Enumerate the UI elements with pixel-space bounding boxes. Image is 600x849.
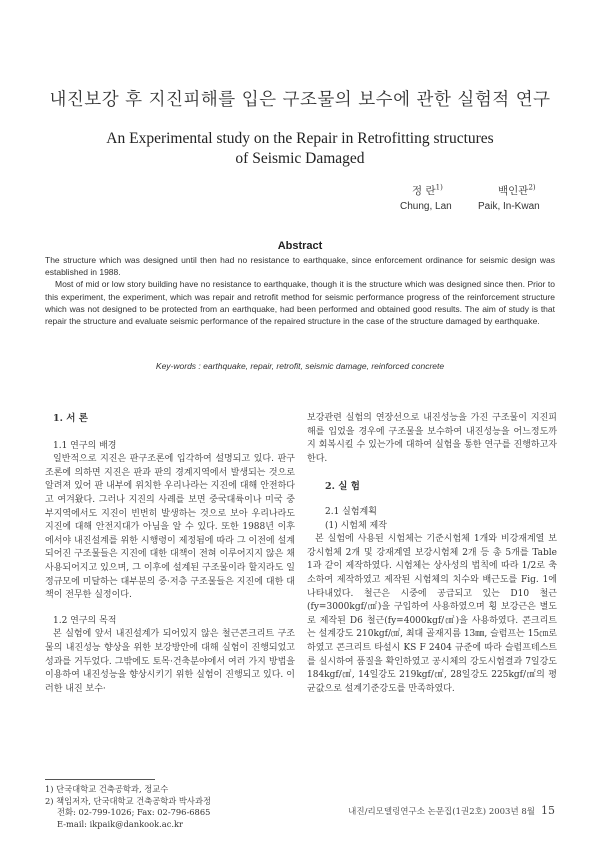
footnote-divider <box>45 779 155 780</box>
journal-name: 내진/리모델링연구소 논문집(1권2호) 2003년 8월 <box>348 807 535 817</box>
title-english-line1: An Experimental study on the Repair in Retrofitting structures <box>106 130 494 147</box>
paragraph-1-2: 본 실험에 앞서 내진설계가 되어있지 않은 철근콘크리트 구조물의 내진성능 향상을 위한 보강방안에 대해 실험이 진행되었고 성과를 거두었다. 그밖에도 토목·건축분야에서 여러 가지 방법을 이용하여 내진성능을 향상시키기 위한 실험이 진행되고 있다. 이러한 내진 보수· <box>45 629 295 694</box>
abstract-paragraph-2: Most of mid or low story building have no resistance to earthquake, though it is the structure which was designed since then. Prior to this experiment, the experiment, which was repair and retrofit method for seismic performance progress of the reinforcement structure which was not designed to be protected from an earthquake, had been performed and obtained good results. The aim of study is that repair the structure and evaluate seismic performance of the repaired structure in the case of the structure damaged by earthquake. <box>45 279 555 327</box>
author-1-korean <box>412 183 443 198</box>
footnote-1: 1) 단국대학교 건축공학과, 정교수 <box>45 784 169 794</box>
subsection-1-2-heading: 1.2 연구의 목적 <box>53 615 117 626</box>
footnote-2: 2) 책임저자, 단국대학교 건축공학과 박사과정 <box>45 795 211 806</box>
title-korean: 내진보강 후 지진피해를 입은 구조물의 보수에 관한 실험적 연구 <box>49 90 551 110</box>
paragraph-1-1: 일반적으로 지진은 판구조론에 입각하여 설명되고 있다. 판구조론에 의하면 지진은 판과 판의 경계지역에서 발생되는 것으로 알려져 있어 판 내부에 위치한 우리나라는 지진에 대해 안전하다고 여겨왔다. 그러나 지진의 사례를 보면 중국대륙이나 미국 중부지역에서도 지진이 빈번히 발생하는 것으로 보아 우리나라도 지진에 대해 안전지대가 아님을 알 수 있다. 또한 1988년 이후에서야 내진설계를 위한 시행령이 제정됨에 따라 그 이전에 설계되어진 구조물들은 지진에 대한 대책이 전혀 이루어지지 않은 채 사용되어지고 있으며, 그 이후에 설계된 구조물이라 할지라도 일정규모에 미달하는 대부분의 중·저층 구조물들은 지진에 대한 대책이 전무한 실정이다. <box>45 454 295 601</box>
section-2-heading: 2. 실 험 <box>325 481 360 493</box>
right-column <box>307 412 557 696</box>
abstract-paragraph-1: The structure which was designed until then had no resistance to earthquake, since enforcement ordinance for seismic design was established in 1988. <box>45 255 555 278</box>
title-english-line2: of Seismic Damaged <box>235 150 365 167</box>
author-2-mark: 2) <box>528 183 536 192</box>
subsection-2-1-1-heading: (1) 시험체 제작 <box>325 520 387 531</box>
footnotes <box>45 784 211 830</box>
page-number: 15 <box>541 804 555 817</box>
author-1-mark: 1) <box>435 183 443 192</box>
page-footer <box>348 804 555 817</box>
section-1-heading: 1. 서 론 <box>53 413 88 424</box>
footnote-email: E-mail: ikpaik@dankook.ac.kr <box>57 818 183 829</box>
footnote-phone: 전화: 02-799-1026; Fax: 02-796-6865 <box>57 807 211 818</box>
keywords: Key-words : earthquake, repair, retrofit, seismic damage, reinforced concrete <box>155 361 445 371</box>
author-2-name: 백인관 <box>498 185 529 197</box>
abstract-heading: Abstract <box>277 240 323 252</box>
author-1-english: Chung, Lan <box>400 201 452 212</box>
subsection-1-1-heading: 1.1 연구의 배경 <box>53 440 117 451</box>
paragraph-2-1: 본 실험에 사용된 시험체는 기준시험체 1개와 비강재계열 보강시험체 2개 및 강재계열 보강시험체 2개 등 총 5개를 Table 1과 같이 제작하였다. 시험체는 상사성의 법칙에 따라 1/2로 축소하여 제작하였고 제작된 시험체의 치수와 배근도를 Fig. 1에 나타내었다. 철근은 시중에 공급되고 있는 D10 철근(fy=3000kgf/㎠)을 구입하여 사용하였으며 횡 보강근은 별도로 제작된 D6 철근(fy=4000kgf/㎠)을 사용하였다. 콘크리트는 설계강도 210kgf/㎠, 최대 골재지름 13㎜, 슬럼프는 15㎝로 하였고 콘크리트 타설시 KS F 2404 규준에 따라 슬럼프테스트를 실시하여 품질을 확인하였고 공시체의 강도시험결과 7일강도 184kgf/㎠, 14일강도 219kgf/㎠, 28일강도 225kgf/㎠의 평균값으로 설계기준강도를 만족하였다. <box>307 534 557 694</box>
author-1-name: 정 란 <box>412 185 436 197</box>
paragraph-continued: 보강관련 실험의 연장선으로 내진성능을 가진 구조물이 지진피해를 입었을 경우에 구조물을 보수하여 내진성능을 어느정도까지 회복시킬 수 있는가에 대하여 실험을 통한 연구를 진행하고자 한다. <box>307 413 557 464</box>
subsection-2-1-heading: 2.1 실험계획 <box>325 506 377 517</box>
author-2-korean <box>498 183 536 198</box>
author-2-english: Paik, In-Kwan <box>478 201 540 212</box>
left-column <box>45 412 295 696</box>
abstract-body <box>45 254 555 327</box>
